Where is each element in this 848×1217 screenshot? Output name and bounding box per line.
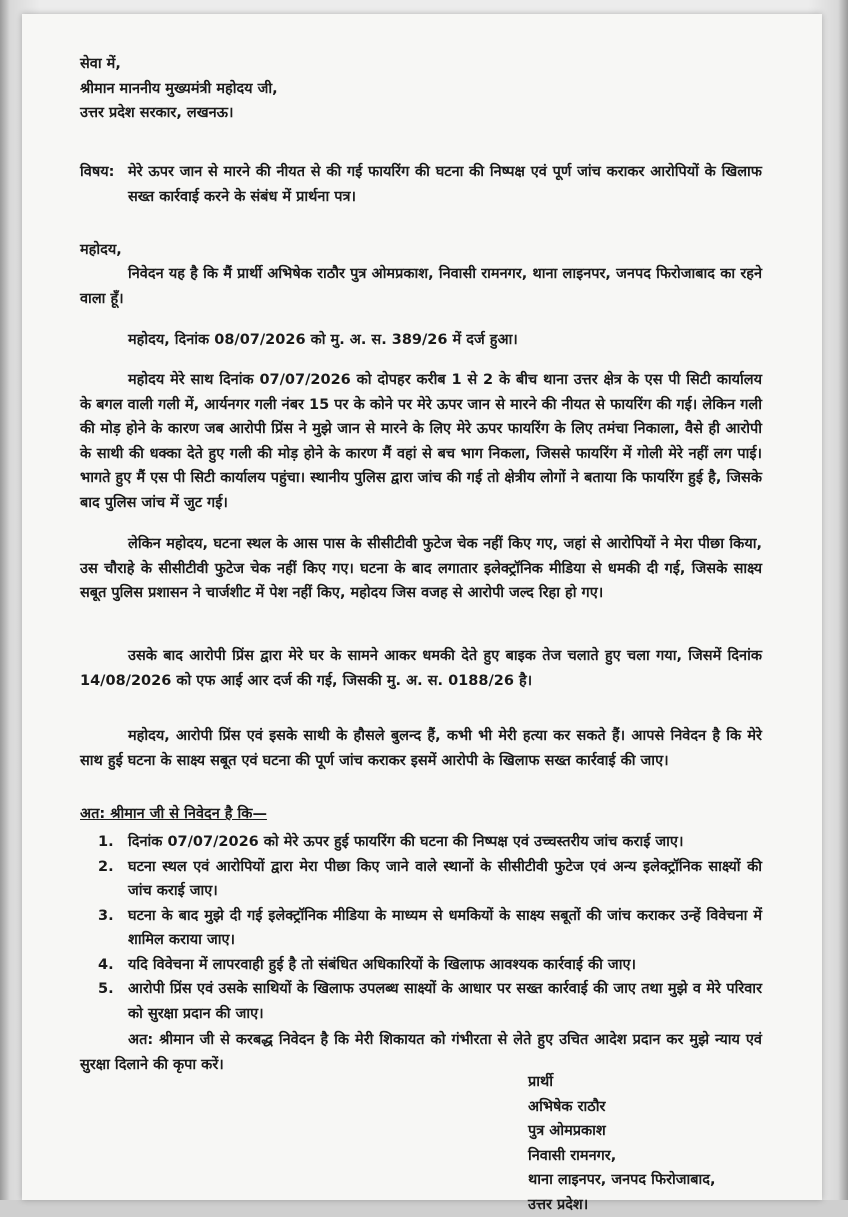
request-heading-text: अत: श्रीमान जी से निवेदन है कि— [80,806,267,822]
request-heading [80,802,762,827]
signature-name: अभिषेक राठौर [528,1095,788,1120]
request-list [80,830,762,1026]
request-text: आरोपी प्रिंस एवं उसके साथियों के खिलाफ उपलब्ध साक्ष्यों के आधार पर सख्त कार्रवाई की जाए तथा मुझे व मेरे परिवार को सुरक्षा प्रदान की जाए। [128,981,762,1022]
request-number: 3. [98,904,114,929]
subject-block [80,160,762,210]
request-text: घटना स्थल एवं आरोपियों द्वारा मेरा पीछा किए जाने वाले स्थानों के सीसीटीवी फुटेज एवं अन्य इलेक्ट्रॉनिक साक्ष्यों की जांच कराई जाए। [128,859,762,900]
subject-label: विषय: [80,160,114,185]
request-item [80,855,762,904]
request-item [80,830,762,855]
letter-page [22,14,822,1200]
subject-text: मेरे ऊपर जान से मारने की नीयत से की गई फायरिंग की घटना की निष्पक्ष एवं पूर्ण जांच कराकर आरोपियों के खिलाफ सख्त कार्रवाई करने के संबंध में प्रार्थना पत्र। [128,160,762,209]
signature-state: उत्तर प्रदेश। [528,1193,788,1217]
paragraph-threat: उसके बाद आरोपी प्रिंस द्वारा मेरे घर के सामने आकर धमकी देते हुए बाइक तेज चलाते हुए चला गया, जिसमें दिनांक 14/08/2026 को एफ आई आर दर्ज की गई, जिसकी मु. अ. स. 0188/26 है। [80,644,762,693]
addressee-line-2: उत्तर प्रदेश सरकार, लखनऊ। [80,101,762,126]
signature-father: पुत्र ओमप्रकाश [528,1119,788,1144]
addressee-block [80,52,762,126]
request-number: 4. [98,953,114,978]
paragraph-cctv: लेकिन महोदय, घटना स्थल के आस पास के सीसीटीवी फुटेज चेक नहीं किए गए, जहां से आरोपियों ने मेरा पीछा किया, उस चौराहे के सीसीटीवी फुटेज चेक नहीं किए गए। घटना के बाद लगातार इलेक्ट्रॉनिक मीडिया से धमकी दी गई, जिसके साक्ष्य सबूत पुलिस प्रशासन ने चार्जशीट में पेश नहीं किए, महोदय जिस वजह से आरोपी जल्द रिहा हो गए। [80,532,762,606]
signature-residence: निवासी रामनगर, [528,1144,788,1169]
request-item [80,904,762,953]
request-text: यदि विवेचना में लापरवाही हुई है तो संबंधित अधिकारियों के खिलाफ आवश्यक कार्रवाई की जाए। [128,957,636,973]
request-item [80,977,762,1026]
request-number: 2. [98,855,114,880]
signature-block [528,1070,788,1217]
paragraph-case-registration: महोदय, दिनांक 08/07/2026 को मु. अ. स. 389/26 में दर्ज हुआ। [80,328,762,353]
greeting: महोदय, [80,238,762,263]
closing-paragraph: अत: श्रीमान जी से करबद्ध निवेदन है कि मेरी शिकायत को गंभीरता से लेते हुए उचित आदेश प्रदान कर मुझे न्याय एवं सुरक्षा दिलाने की कृपा करें। [80,1028,762,1077]
signature-label: प्रार्थी [528,1070,788,1095]
addressee-line-1: श्रीमान माननीय मुख्यमंत्री महोदय जी, [80,77,762,102]
request-item [80,953,762,978]
salutation: सेवा में, [80,52,762,77]
paragraph-danger: महोदय, आरोपी प्रिंस एवं इसके साथी के हौसले बुलन्द हैं, कभी भी मेरी हत्या कर सकते हैं। आपसे निवेदन है कि मेरे साथ हुई घटना के साक्ष्य सबूत एवं घटना की पूर्ण जांच कराकर इसमें आरोपी के खिलाफ सख्त कार्रवाई की जाए। [80,724,762,773]
paragraph-incident: महोदय मेरे साथ दिनांक 07/07/2026 को दोपहर करीब 1 से 2 के बीच थाना उत्तर क्षेत्र के एस पी सिटी कार्यालय के बगल वाली गली में, आर्यनगर गली नंबर 15 पर के कोने पर मेरे ऊपर जान से मारने की नीयत से फायरिंग की गई। लेकिन गली की मोड़ होने के कारण जब आरोपी प्रिंस ने मुझे जान से मारने के लिए मेरे ऊपर फायरिंग के लिए तमंचा निकाला, वैसे ही आरोपी के साथी की धक्का देते हुए गली की मोड़ होने के कारण मैं वहां से बच भाग निकला, जिससे फायरिंग में गोली मेरे नहीं लग पाई। भागते हुए मैं एस पी सिटी कार्यालय पहुंचा। स्थानीय पुलिस द्वारा जांच की गई तो क्षेत्रीय लोगों ने बताया कि फायरिंग हुई है, जिसके बाद पुलिस जांच में जुट गई। [80,368,762,515]
request-text: घटना के बाद मुझे दी गई इलेक्ट्रॉनिक मीडिया के माध्यम से धमकियों के साक्ष्य सबूतों की जांच कराकर उन्हें विवेचना में शामिल कराया जाए। [128,908,762,949]
request-number: 1. [98,830,114,855]
signature-police-station: थाना लाइनपर, जनपद फिरोजाबाद, [528,1168,788,1193]
paragraph-intro: निवेदन यह है कि मैं प्रार्थी अभिषेक राठौर पुत्र ओमप्रकाश, निवासी रामनगर, थाना लाइनपर, जनपद फिरोजाबाद का रहने वाला हूँ। [80,262,762,311]
request-text: दिनांक 07/07/2026 को मेरे ऊपर हुई फायरिंग की घटना की निष्पक्ष एवं उच्चस्तरीय जांच कराई जाए। [128,834,683,850]
request-number: 5. [98,977,114,1002]
